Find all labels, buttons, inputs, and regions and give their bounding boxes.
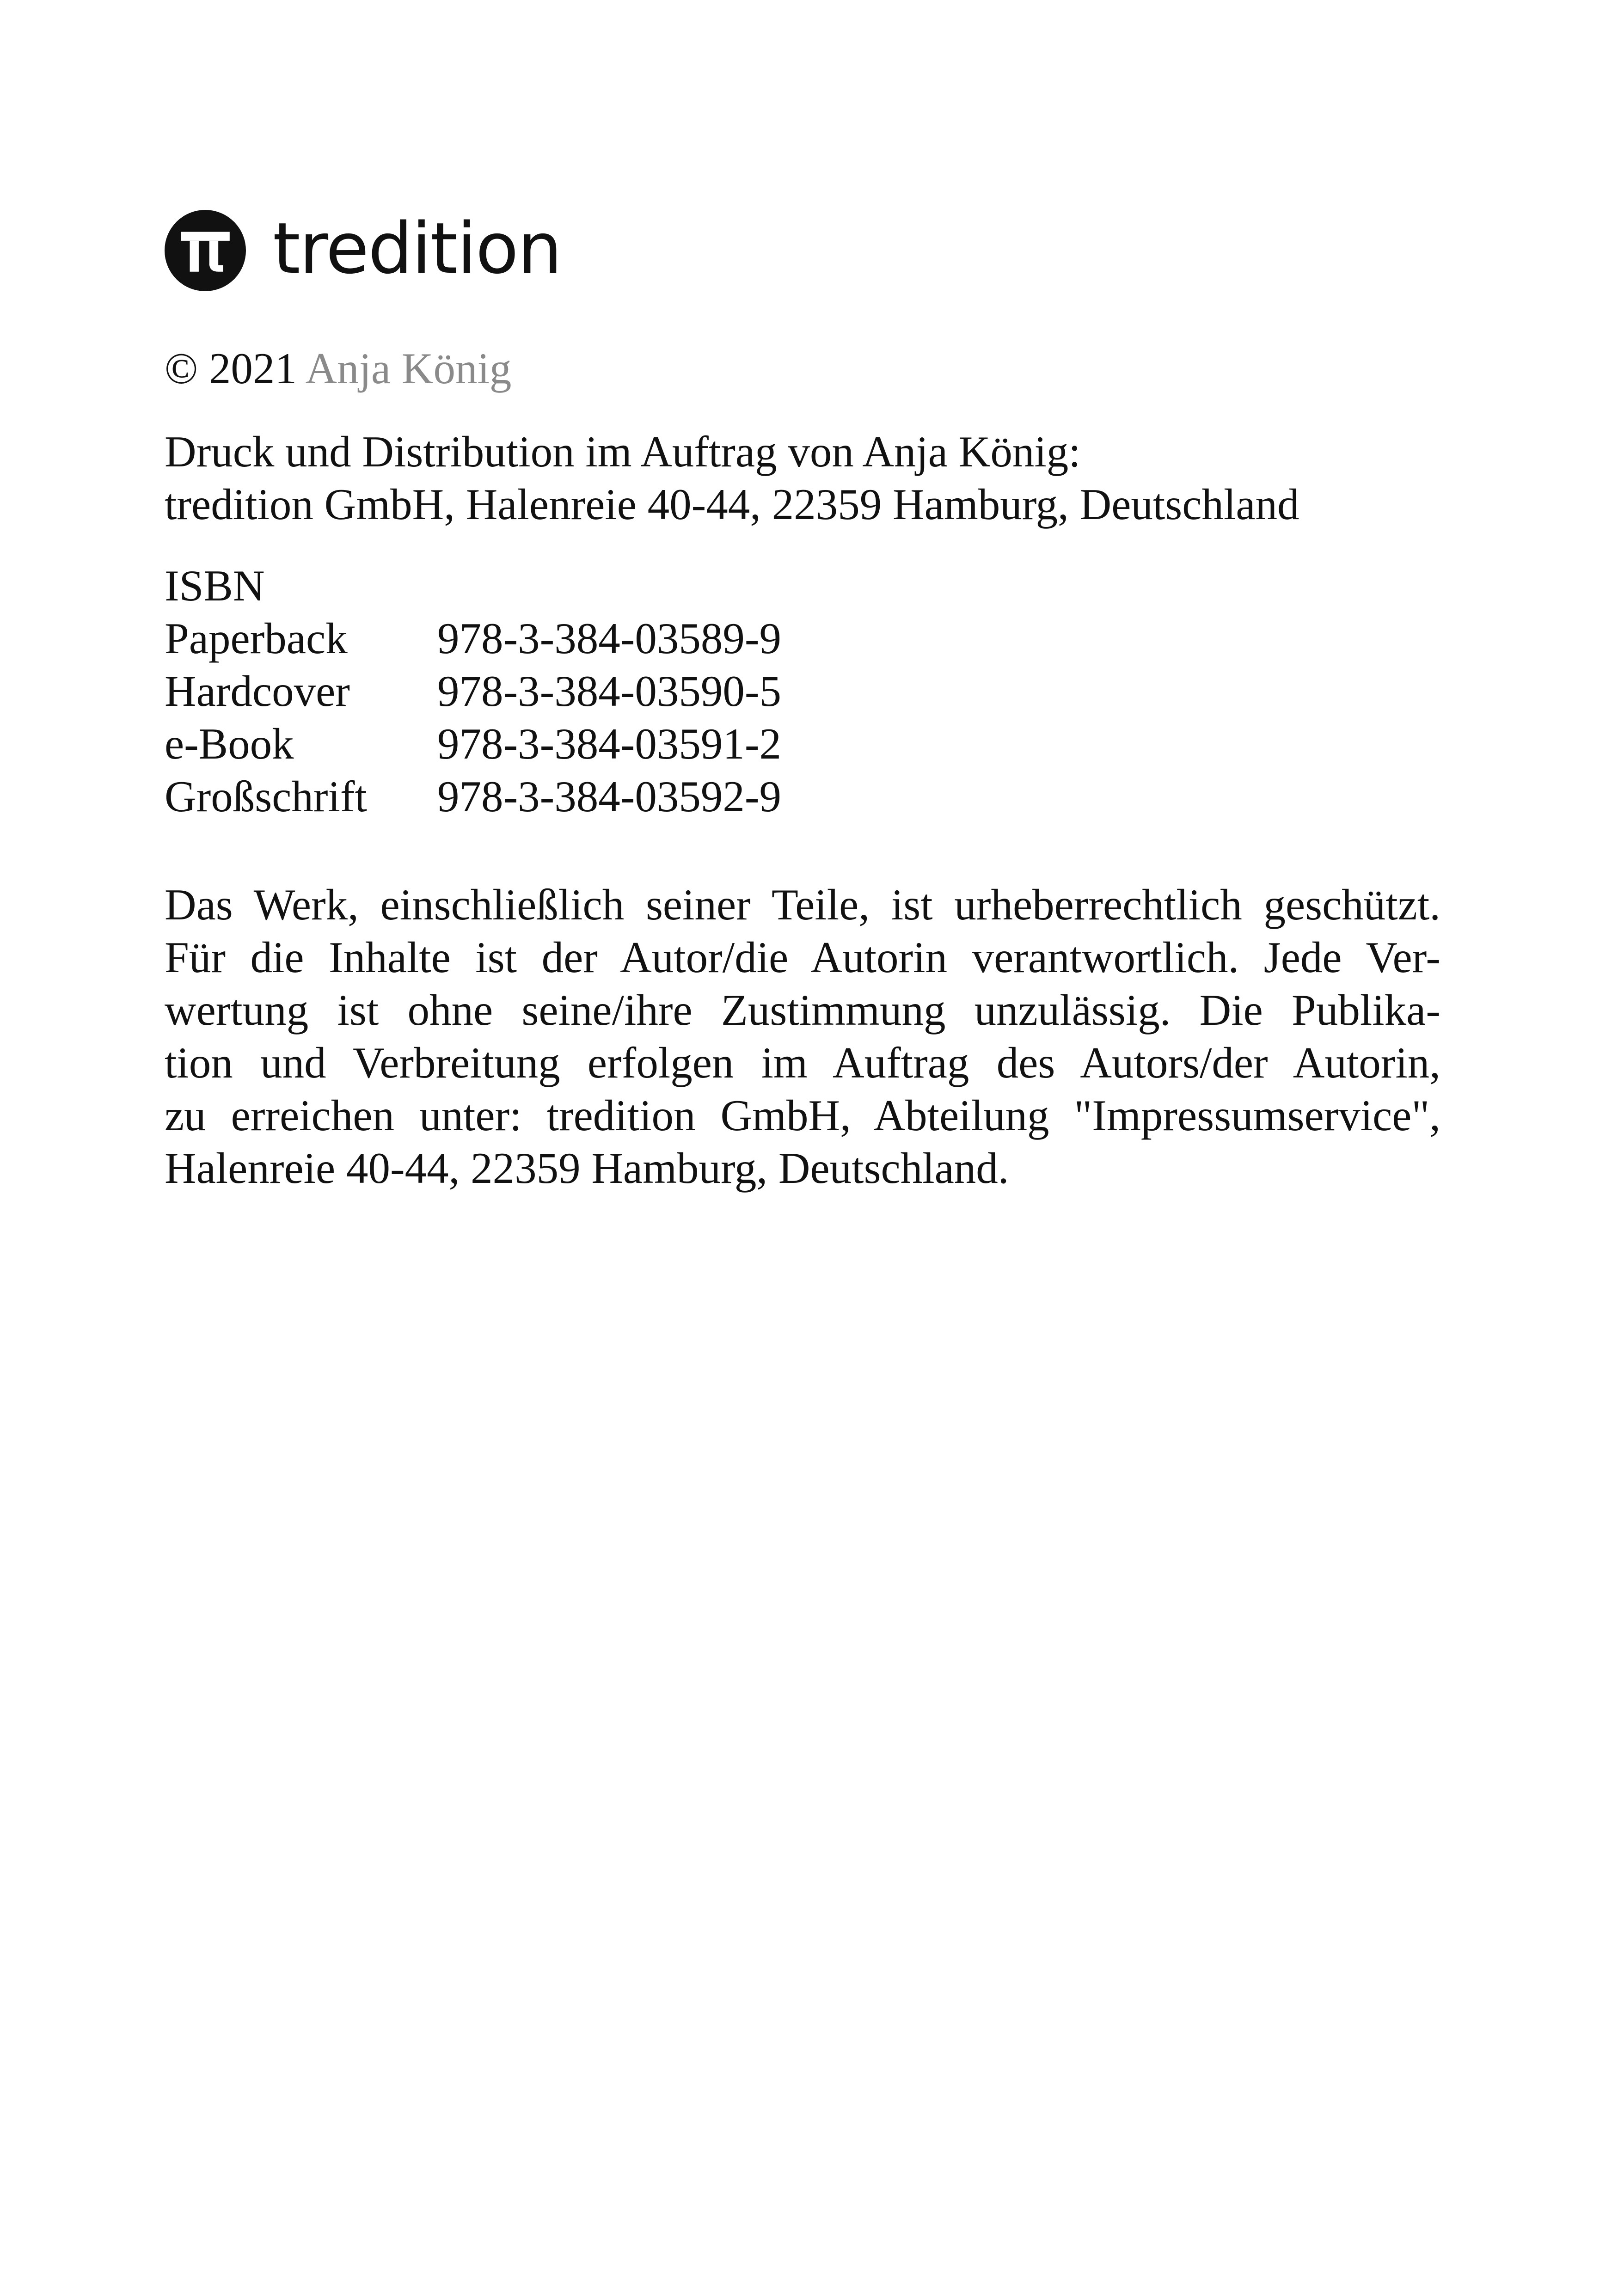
legal-line: Halenreie 40-44, 22359 Hamburg, Deutschland. — [165, 1144, 1009, 1193]
isbn-number: 978-3-384-03589-9 — [437, 614, 782, 663]
publisher-wordmark: tredition — [273, 208, 562, 289]
legal-line: tion und Verbreitung erfolgen im Auftrag des Autors/der Autorin, — [165, 1038, 1440, 1087]
isbn-block — [165, 559, 781, 823]
legal-line: Für die Inhalte ist der Autor/die Autorin verantwortlich. Jede Ver- — [165, 933, 1440, 982]
isbn-format-label: Großschrift — [165, 772, 367, 821]
isbn-row — [165, 665, 781, 717]
isbn-row — [165, 717, 781, 770]
isbn-format-label: Hardcover — [165, 667, 350, 716]
print-line-2: tredition GmbH, Halenreie 40-44, 22359 Hamburg, Deutschland — [165, 480, 1299, 529]
copyright-author: Anja König — [305, 344, 512, 393]
copyright-year: © 2021 — [165, 344, 297, 393]
legal-line: wertung ist ohne seine/ihre Zustimmung unzulässig. Die Publika- — [165, 986, 1440, 1035]
isbn-format-label: e-Book — [165, 719, 294, 768]
publisher-logo — [165, 209, 561, 292]
isbn-number: 978-3-384-03590-5 — [437, 667, 782, 716]
isbn-number: 978-3-384-03591-2 — [437, 719, 782, 768]
legal-line: Das Werk, einschließlich seiner Teile, ist urheberrechtlich geschützt. — [165, 880, 1440, 929]
isbn-row — [165, 612, 781, 665]
isbn-format-label: Paperback — [165, 614, 348, 663]
isbn-row — [165, 770, 781, 823]
legal-line: zu erreichen unter: tredition GmbH, Abteilung "Impressumservice", — [165, 1091, 1440, 1140]
isbn-heading: ISBN — [165, 561, 265, 610]
legal-notice — [165, 878, 1440, 1194]
tredition-logo-icon — [165, 210, 246, 291]
print-line-1: Druck und Distribution im Auftrag von Anja König: — [165, 427, 1081, 476]
isbn-number: 978-3-384-03592-9 — [437, 772, 782, 821]
print-distribution — [165, 425, 1299, 531]
copyright-line — [165, 342, 511, 395]
